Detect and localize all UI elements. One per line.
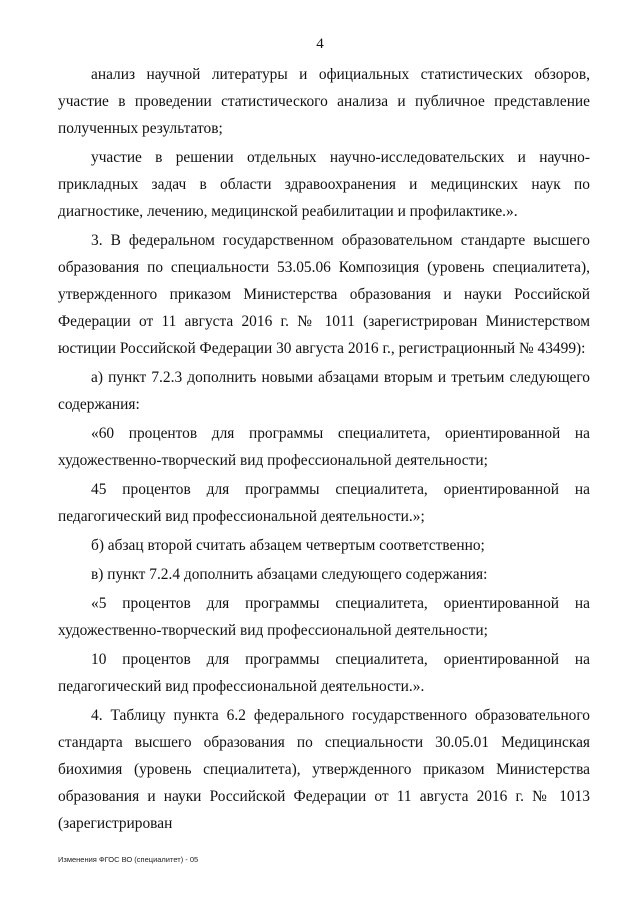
page-number: 4 <box>316 36 324 52</box>
footer-note: Изменения ФГОС ВО (специалитет) - 05 <box>58 855 199 864</box>
document-body <box>58 61 590 837</box>
paragraph-4: а) пункт 7.2.3 дополнить новыми абзацами вторым и третьим следующего содержания: <box>58 369 590 413</box>
paragraph-8: в) пункт 7.2.4 дополнить абзацами следующего содержания: <box>91 566 488 583</box>
paragraph-6: 45 процентов для программы специалитета, ориентированной на педагогический вид профессиональной деятельности.»; <box>58 481 590 525</box>
paragraph-2: участие в решении отдельных научно-исследовательских и научно-прикладных задач в области здравоохранения и медицинских наук по диагностике, лечению, медицинской реабилитации и профилактике.». <box>58 149 590 220</box>
paragraph-3: 3. В федеральном государственном образовательном стандарте высшего образования по специальности 53.05.06 Композиция (уровень специалитета), утвержденного приказом Министерства образования и науки Российской Федерации от 11 августа 2016 г. № 1011 (зарегистрирован Министерством юстиции Российской Федерации 30 августа 2016 г., регистрационный № 43499): <box>58 232 590 357</box>
paragraph-7: б) абзац второй считать абзацем четвертым соответственно; <box>91 537 485 554</box>
paragraph-10: 10 процентов для программы специалитета, ориентированной на педагогический вид профессиональной деятельности.». <box>58 651 590 695</box>
paragraph-11: 4. Таблицу пункта 6.2 федерального государственного образовательного стандарта высшего образования по специальности 30.05.01 Медицинская биохимия (уровень специалитета), утвержденного приказом Министерства образования и науки Российской Федерации от 11 августа 2016 г. № 1013 (зарегистрирован <box>58 707 590 832</box>
paragraph-5: «60 процентов для программы специалитета, ориентированной на художественно-творческий вид профессиональной деятельности; <box>58 425 590 469</box>
paragraph-9: «5 процентов для программы специалитета, ориентированной на художественно-творческий вид профессиональной деятельности; <box>58 595 590 639</box>
paragraph-1: анализ научной литературы и официальных статистических обзоров, участие в проведении статистического анализа и публичное представление полученных результатов; <box>58 66 590 137</box>
